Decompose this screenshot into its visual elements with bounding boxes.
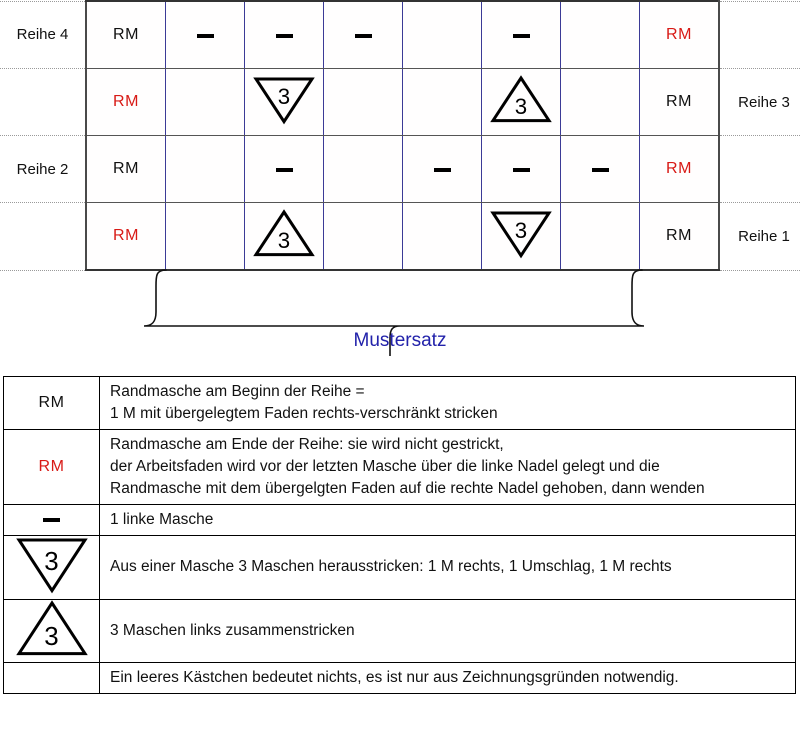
legend-row [4,430,796,505]
purl-stitch-icon [513,168,530,172]
legend-row [4,377,796,430]
legend-row [4,536,796,600]
edge-stitch-label: RM [38,458,65,475]
chart-cell-empty[interactable] [324,203,403,271]
mustersatz-label: Mustersatz [353,330,447,351]
chart-cell-empty[interactable] [403,203,482,271]
legend-description [100,377,796,430]
purl-stitch-icon [276,168,293,172]
chart-cell-empty[interactable] [561,69,640,136]
chart-cell-empty[interactable] [166,69,245,136]
chart-row [0,203,800,271]
edge-stitch-label: RM [666,93,692,110]
legend-description-line: Randmasche am Beginn der Reihe = [110,383,365,400]
chart-row [0,1,800,69]
chart-cell-rm[interactable] [640,1,720,69]
triangle-down-icon [16,536,88,594]
chart-cell-rm[interactable] [86,203,166,271]
chart-cell-purl[interactable] [245,136,324,203]
chart-cell-triangle-up[interactable] [482,69,561,136]
chart-cell-empty[interactable] [324,69,403,136]
legend-symbol [4,505,100,536]
legend-description-line: Randmasche am Ende der Reihe: sie wird nicht gestrickt, [110,436,504,453]
legend-table [3,376,796,694]
edge-stitch-label: RM [38,394,65,411]
row-label-left: Reihe 4 [0,1,86,69]
legend-symbol [4,663,100,694]
legend-row [4,505,796,536]
knitting-chart [0,0,800,265]
legend-description-line: Ein leeres Kästchen bedeutet nichts, es ist nur aus Zeichnungsgründen notwendig. [110,669,679,687]
triangle-down-icon [490,209,552,259]
chart-grid [0,0,800,271]
legend-row [4,663,796,694]
purl-stitch-icon [592,168,609,172]
legend-description-line: der Arbeitsfaden wird vor der letzten Masche über die linke Nadel gelegt und die [110,458,660,475]
legend-body [4,377,796,694]
purl-stitch-icon [43,518,60,522]
legend-symbol [4,536,100,600]
chart-cell-rm[interactable] [86,136,166,203]
chart-cell-empty[interactable] [403,1,482,69]
row-label-right [719,136,800,203]
chart-cell-triangle-down[interactable] [245,69,324,136]
chart-cell-purl[interactable] [324,1,403,69]
triangle-count-label: 3 [514,218,528,244]
chart-cell-purl[interactable] [561,136,640,203]
edge-stitch-label: RM [113,160,139,177]
legend-description-line: Randmasche mit dem übergelgten Faden auf die rechte Nadel gehoben, dann wenden [110,480,705,497]
chart-cell-empty[interactable] [166,136,245,203]
purl-stitch-icon [355,34,372,38]
chart-grid-body [0,1,800,270]
chart-cell-empty[interactable] [403,69,482,136]
row-label-right: Reihe 3 [719,69,800,136]
chart-cell-empty[interactable] [166,203,245,271]
chart-cell-rm[interactable] [86,1,166,69]
chart-cell-triangle-up[interactable] [245,203,324,271]
triangle-up-icon [253,209,315,259]
legend-description-line: 1 linke Masche [110,511,214,528]
triangle-up-icon [16,600,88,658]
chart-cell-purl[interactable] [245,1,324,69]
row-label-right [719,1,800,69]
triangle-count-label: 3 [44,622,59,651]
chart-cell-purl[interactable] [166,1,245,69]
chart-cell-purl[interactable] [482,136,561,203]
purl-stitch-icon [513,34,530,38]
edge-stitch-label: RM [666,160,692,177]
chart-cell-rm[interactable] [86,69,166,136]
brace-icon [0,264,800,374]
triangle-count-label: 3 [44,547,59,576]
legend-description [100,505,796,536]
chart-cell-purl[interactable] [482,1,561,69]
legend-description-line: Aus einer Masche 3 Maschen herausstricken: 1 M rechts, 1 Umschlag, 1 M rechts [110,558,672,576]
legend-description [100,430,796,505]
legend-symbol [4,599,100,663]
mustersatz-brace [0,264,800,374]
edge-stitch-label: RM [113,26,139,43]
triangle-count-label: 3 [514,94,528,120]
chart-cell-rm[interactable] [640,69,720,136]
row-label-left: Reihe 2 [0,136,86,203]
row-label-left [0,69,86,136]
chart-row [0,69,800,136]
chart-cell-purl[interactable] [403,136,482,203]
legend-row [4,599,796,663]
triangle-count-label: 3 [277,228,291,254]
purl-stitch-icon [276,34,293,38]
edge-stitch-label: RM [666,227,692,244]
legend-description [100,663,796,694]
edge-stitch-label: RM [113,227,139,244]
legend-description-line: 1 M mit übergelegtem Faden rechts-verschränkt stricken [110,405,498,422]
legend-symbol [4,430,100,505]
legend-description [100,536,796,600]
triangle-down-icon [253,75,315,125]
purl-stitch-icon [434,168,451,172]
legend-symbol [4,377,100,430]
chart-cell-rm[interactable] [640,136,720,203]
chart-cell-empty[interactable] [561,203,640,271]
edge-stitch-label: RM [666,26,692,43]
triangle-count-label: 3 [277,84,291,110]
triangle-up-icon [490,75,552,125]
chart-cell-empty[interactable] [324,136,403,203]
chart-cell-rm[interactable] [640,203,720,271]
legend-description [100,599,796,663]
purl-stitch-icon [197,34,214,38]
edge-stitch-label: RM [113,93,139,110]
legend-description-line: 3 Maschen links zusammenstricken [110,621,355,639]
chart-cell-triangle-down[interactable] [482,203,561,271]
row-label-left [0,203,86,271]
chart-row [0,136,800,203]
row-label-right: Reihe 1 [719,203,800,271]
chart-cell-empty[interactable] [561,1,640,69]
